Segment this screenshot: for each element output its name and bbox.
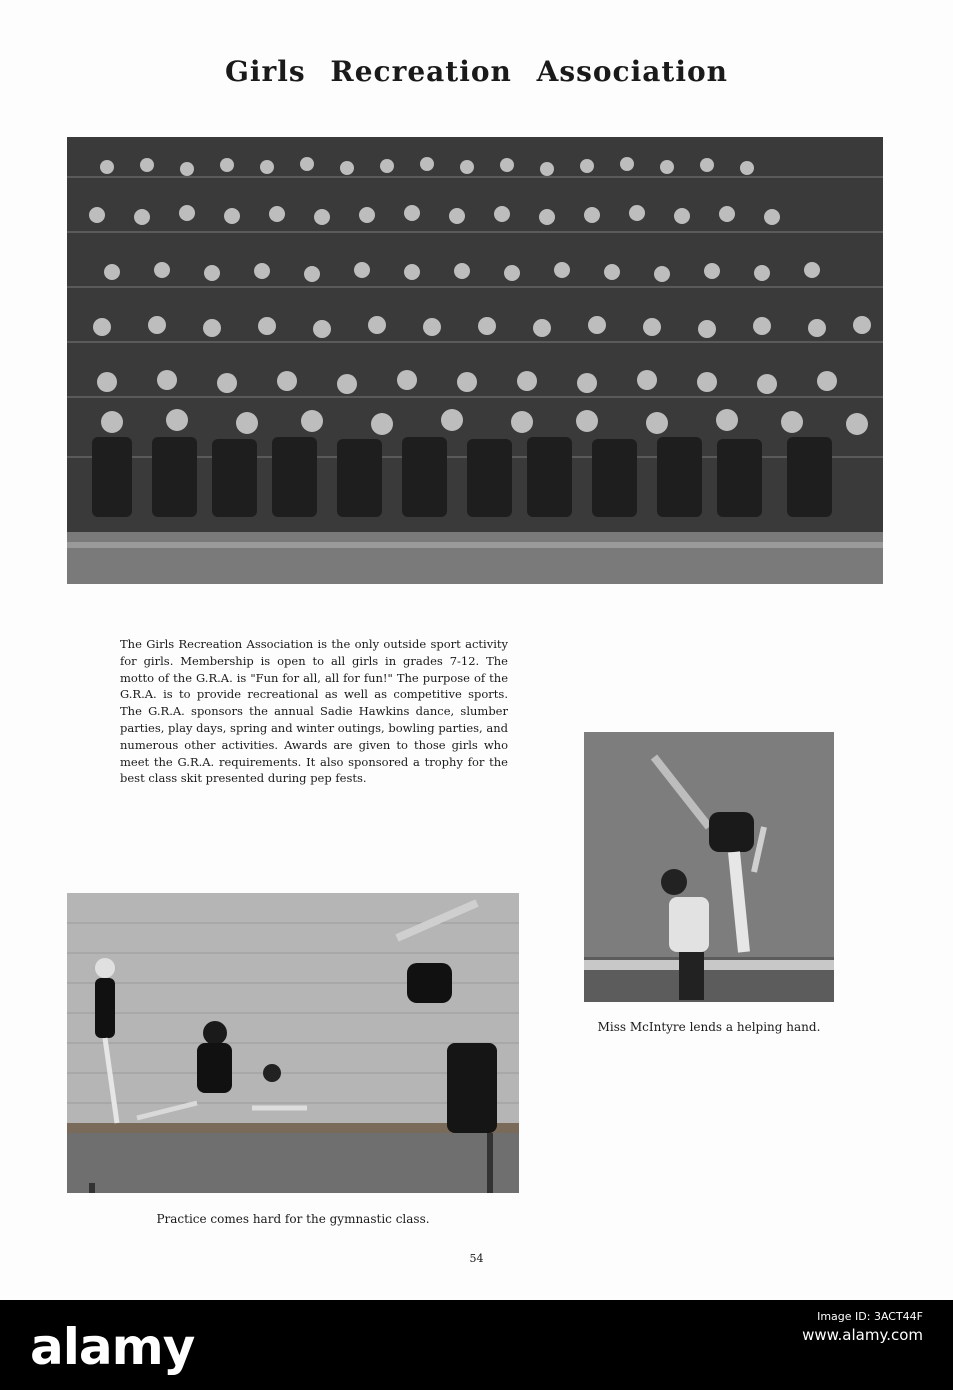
alamy-logo: alamy xyxy=(30,1318,195,1376)
helping-hand-image xyxy=(584,732,834,1002)
helping-hand-caption: Miss McIntyre lends a helping hand. xyxy=(597,1020,821,1034)
page-title: Girls Recreation Association xyxy=(224,55,728,88)
article-paragraph: The Girls Recreation Association is the only outside sport activity for girls. Membership is open to all girls in grades 7-12. The motto of the G.R.A. is "Fun for all, all for fun!" The purpose of the G.R.A. is to provide recreational as well as competitive sports. The G.R.A. sponsors the annual Sadie Hawkins dance, slumber parties, play days, spring and winter outings, bowling parties, and numerous other activities. Awards are given to those girls who meet the G.R.A. requirements. It also sponsored a trophy for the best class skit presented during pep fests. xyxy=(120,637,508,786)
group-photo-image xyxy=(67,137,883,584)
gymnastic-image xyxy=(67,893,519,1193)
image-id-block xyxy=(802,1308,923,1344)
gymnastic-caption: Practice comes hard for the gymnastic class. xyxy=(156,1212,430,1226)
page-number: 54 xyxy=(469,1252,484,1265)
site-url: www.alamy.com xyxy=(802,1326,923,1344)
article-body xyxy=(120,636,508,787)
group-photo xyxy=(67,137,883,584)
image-id: Image ID: 3ACT44F xyxy=(817,1310,923,1323)
helping-hand-photo xyxy=(584,732,834,1002)
gymnastic-photo xyxy=(67,893,519,1193)
watermark-footer xyxy=(0,1300,953,1390)
